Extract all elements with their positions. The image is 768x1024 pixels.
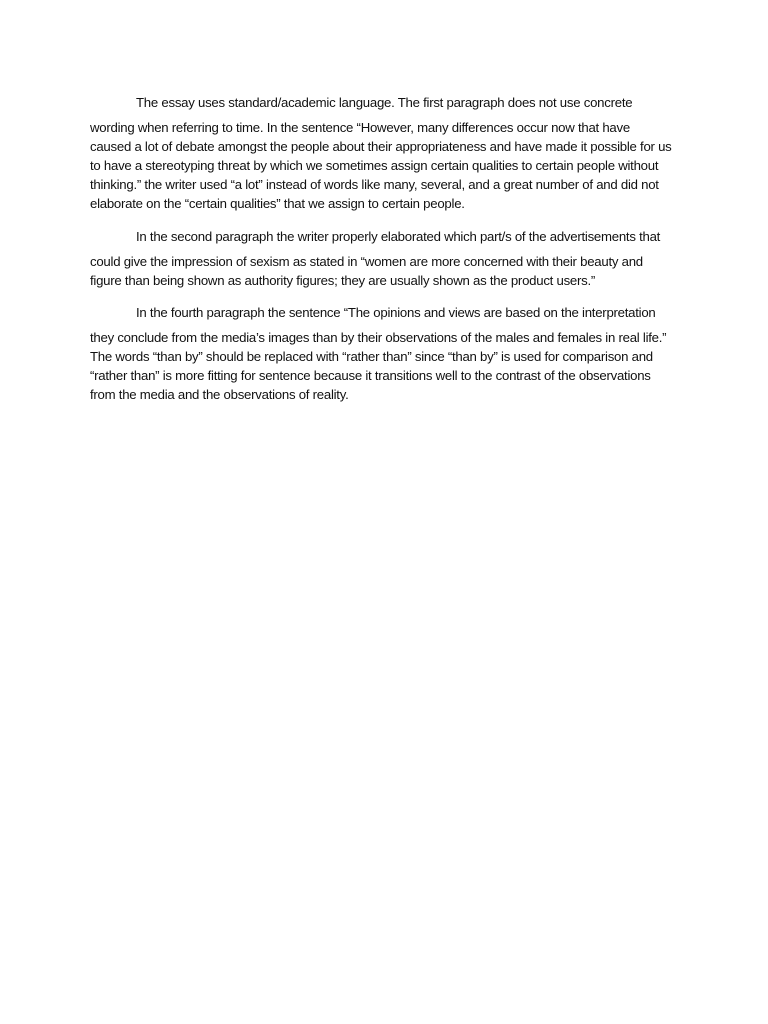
paragraph-line: In the second paragraph the writer properly elaborated which part/s of the advertisements that xyxy=(136,229,661,244)
paragraph-line: “rather than” is more fitting for sentence because it transitions well to the contrast of the observations xyxy=(90,368,651,383)
paragraph-line: elaborate on the “certain qualities” that we assign to certain people. xyxy=(90,196,465,211)
paragraph-line: In the fourth paragraph the sentence “The opinions and views are based on the interpretation xyxy=(136,305,656,320)
paragraph-line: they conclude from the media’s images than by their observations of the males and females in real life.” xyxy=(90,330,667,345)
paragraph-line: could give the impression of sexism as stated in “women are more concerned with their beauty and xyxy=(90,254,643,269)
paragraph-3 xyxy=(90,303,690,404)
paragraph-line: thinking.” the writer used “a lot” instead of words like many, several, and a great number of and did not xyxy=(90,177,659,192)
paragraph-2 xyxy=(90,227,690,290)
paragraph-line: The essay uses standard/academic language. The first paragraph does not use concrete xyxy=(136,95,633,110)
paragraph-1 xyxy=(90,93,690,213)
paragraph-line: caused a lot of debate amongst the people about their appropriateness and have made it possible for us xyxy=(90,139,672,154)
paragraph-line: wording when referring to time. In the sentence “However, many differences occur now that have xyxy=(90,120,630,135)
paragraph-line: to have a stereotyping threat by which we sometimes assign certain qualities to certain people without xyxy=(90,158,659,173)
paragraph-line: The words “than by” should be replaced with “rather than” since “than by” is used for comparison and xyxy=(90,349,653,364)
paragraph-line: from the media and the observations of reality. xyxy=(90,387,349,402)
paragraph-line: figure than being shown as authority figures; they are usually shown as the product users.” xyxy=(90,273,596,288)
